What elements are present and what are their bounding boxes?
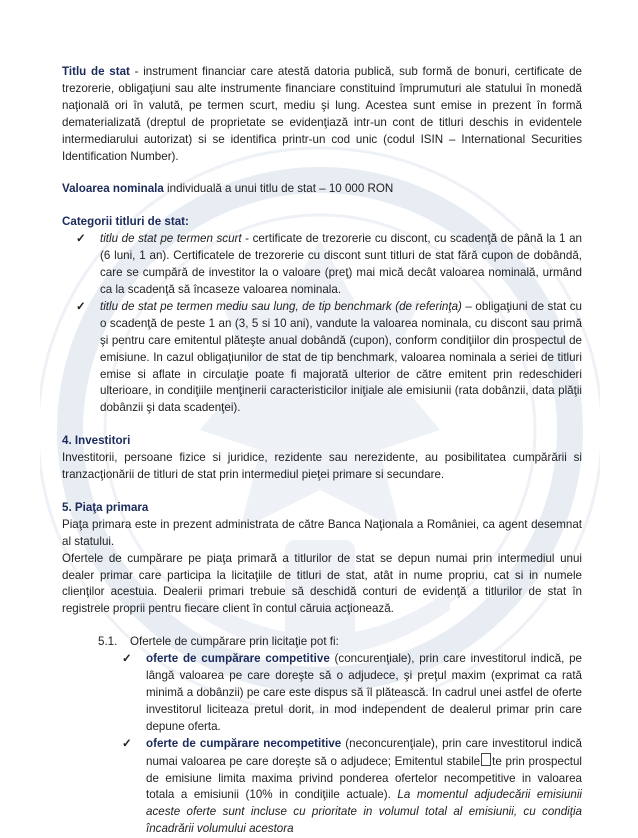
primary-market-p2: Ofertele de cumpărare pe piaţa primară a titlurilor de stat se depun numai prin intermediul unui dealer primar care participa la licitaţiile de titluri de stat, atât in nume propriu, cat si in numele clienţilor acestuia. Dealerii primari trebuie să deschidă conturi de evidenţă a titlurilor de stat în registrele proprii pentru fiecare client în contul căruia acţionează.	[62, 551, 582, 616]
offer-lead: oferte de cumpărare competitive	[146, 652, 330, 666]
category-text: – obligaţiuni de stat cu o scadenţă de peste 1 an (3, 5 si 10 ani), vandute la valoarea nominala, cu discont sau primă şi pentru care emitentul plăteşte anual dobândă (cupon), conform condiţiilor din prospectul de emisiune. In cazul obligaţiunilor de stat de tip benchmark, valoarea nominala a seriei de titluri emise si aflate in circulaţie poate fi majorată ulterior de către emitent prin redeschideri ulterioare, in condiţiile menţinerii caracteristicilor iniţiale ale emisiunii (rata dobânzii, data plăţii dobânzii şi data scadenţei).	[100, 299, 582, 415]
definition-text: - instrument financiar care atestă datoria publică, sub formă de bonuri, certificate de trezorerie, obligaţiuni sau alte instrumente financiare constituind împrumuturi ale statului în monedă naţională ori în valută, pe termen scurt, mediu şi lung. Acestea sunt emise in prezent în formă dematerializată (dreptul de proprietate se evidenţiază intr-un cont de titluri deschis in evidentele intermediarului autorizat) si se identifica printr-un cod unic (codul ISIN – International Securities Identification Number).	[62, 65, 582, 163]
definition-paragraph	[62, 64, 582, 165]
check-icon: ✓	[76, 232, 86, 246]
offer-item	[122, 736, 582, 838]
investors-text: Investitorii, persoane fizice si juridice, rezidente sau nerezidente, au posibilitatea cumpărării si tranzacţionării de titluri de stat prin intermediul pieţei primare si secundare.	[62, 451, 582, 482]
nominal-value-paragraph	[62, 181, 582, 198]
category-lead: titlu de stat pe termen mediu sau lung, de tip benchmark (de referinţa)	[100, 299, 462, 313]
check-icon: ✓	[122, 652, 132, 666]
category-item	[74, 299, 582, 417]
subsection-5-1	[62, 634, 582, 651]
definition-term: Titlu de stat	[62, 65, 130, 78]
missing-glyph-box	[481, 753, 491, 766]
offer-text-b: te prin prospectul de emisiune limita maxima privind ponderea ofertelor necompetitive in valoarea totala a emisiunii (10% in condiţiile actuale).	[146, 754, 582, 802]
offer-lead: oferte de cumpărare necompetitive	[146, 736, 342, 750]
category-text: - certificate de trezorerie cu discont, cu scadenţă de până la 1 an (6 luni, 1 an). Certificatele de trezorerie cu discont sunt titluri de stat fără cupon de dobândă, care se cumpără de investitor la o valoare (preţ) mai mică decât valoarea nominală, urmând ca la scadenţă să încaseze valoarea nominala.	[100, 232, 582, 296]
category-lead: titlu de stat pe termen scurt	[100, 232, 242, 246]
subsection-text: Ofertele de cumpărare prin licitaţie pot fi:	[130, 635, 339, 649]
check-icon: ✓	[76, 299, 86, 313]
offer-text: (concurenţiale), prin care investitorul indică, pe lângă valoarea pe care doreşte să o adjudece, şi preţul maxim (exprimat ca rată minimă a dobânzii) pe care este dispus să îl plătească. In cadrul unei astfel de oferte investitorul liciteaza pretul dorit, in mod independent de dealerul primar prin care depune oferta.	[146, 652, 582, 733]
offer-text-a: (neconcurenţiale), prin care investitorul indică numai valoarea pe care doreşte să o adjudece; Emitentul stabile	[146, 736, 582, 768]
investors-title: 4. Investitori	[62, 434, 131, 448]
primary-market-title: 5. Piaţa primara	[62, 500, 149, 514]
primary-market-p1: Piaţa primara este in prezent administrata de către Banca Naţionala a României, ca agent desemnat al statului.	[62, 517, 582, 548]
check-icon: ✓	[122, 736, 132, 750]
nominal-term: Valoarea nominala	[62, 182, 164, 196]
offer-item	[122, 651, 582, 736]
subsection-number: 5.1.	[98, 635, 118, 649]
nominal-text: individuală a unui titlu de stat – 10 000 RON	[163, 182, 394, 196]
category-item	[74, 231, 582, 299]
categories-title: Categorii titluri de stat:	[62, 215, 189, 229]
offer-italic-text: La momentul adjudecării emisiunii aceste oferte sunt incluse cu prioritate in volumul total al emisiunii, cu condiţia încadrării volumului acestora	[146, 788, 582, 836]
categories-list	[62, 231, 582, 417]
offers-list	[62, 651, 582, 838]
